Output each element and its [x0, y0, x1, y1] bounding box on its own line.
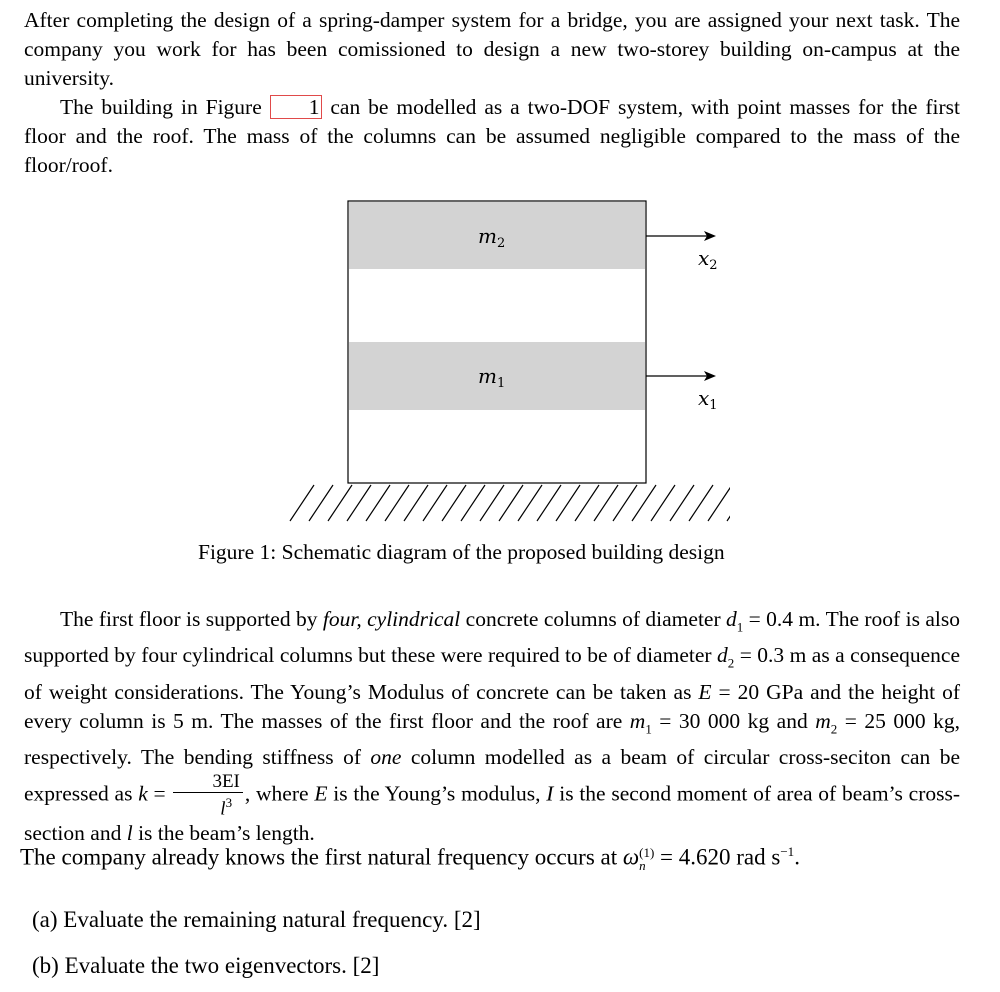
figure-ref-link[interactable]: 1 — [270, 95, 323, 119]
body-paragraph — [24, 605, 960, 848]
symbol-l: l — [126, 821, 133, 846]
ground-hatch-line — [670, 485, 694, 521]
ground-hatch-line — [575, 485, 599, 521]
ground-hatch-line — [537, 485, 561, 521]
ground-hatch-line — [594, 485, 618, 521]
question-b — [32, 953, 379, 979]
ground-hatch-line — [328, 485, 352, 521]
symbol-d2: d — [717, 643, 728, 668]
stiffness-fraction — [173, 772, 242, 819]
ground-hatch-line — [290, 485, 314, 521]
intro-text-1: After completing the design of a spring-damper system for a bridge, you are assigned your next task. The company you work for has been comissioned to design a new two-storey building on-campus at the university. — [24, 8, 960, 90]
ground-hatch-line — [309, 485, 333, 521]
body-text: = 25 000 kg, respectively. The bending stiffness of — [24, 708, 960, 769]
emphasis-four-cylindrical: four, cylindrical — [322, 607, 461, 631]
body-text: The first floor is supported by — [60, 607, 323, 631]
symbol-m2: m — [815, 708, 831, 733]
ground-hatch-line — [632, 485, 656, 521]
ground-hatch-line — [347, 485, 371, 521]
ground-hatch-line — [385, 485, 409, 521]
frequency-value: = 4.620 rad s — [654, 844, 781, 870]
body-text: concrete columns of diameter — [460, 607, 727, 631]
ground-hatch-line — [689, 485, 713, 521]
label-m1: $m_1$ — [478, 364, 506, 391]
question-label: (a) — [32, 907, 58, 932]
question-text: Evaluate the two eigenvectors. [2] — [64, 953, 380, 978]
body-text: = 0.3 m as a consequence of weight considerations. The Young’s Modulus of concrete can be taken as — [24, 643, 960, 704]
body-text: = 0.4 m. The roof is also supported by four cylindrical columns but these were required to be of diameter — [24, 607, 960, 668]
symbol-l: l — [220, 798, 226, 820]
body-text: is the second moment of area of beam’s cross-section and — [24, 781, 960, 846]
symbol-E: E — [698, 679, 712, 704]
subscript: 1 — [645, 720, 652, 736]
fraction-numerator: 3EI — [173, 772, 242, 793]
symbol-m1: m — [629, 708, 646, 733]
question-a — [32, 907, 481, 933]
period: . — [794, 844, 800, 870]
symbol-E: E — [314, 781, 328, 806]
ground-hatch-line — [651, 485, 675, 521]
subscript: 1 — [736, 619, 744, 635]
body-text: = 20 GPa and the height of every column is 5 m. The masses of the first floor and the roof are — [24, 679, 960, 733]
subscript: n — [639, 858, 646, 874]
frequency-statement — [20, 844, 800, 872]
ground-hatch-line — [461, 485, 485, 521]
figure-caption: Figure 1: Schematic diagram of the proposed building design — [198, 540, 725, 564]
body-text: is the Young’s modulus, — [327, 781, 547, 806]
ground-hatching — [290, 485, 730, 521]
building-schematic — [250, 195, 730, 525]
body-text: = 30 000 kg and — [651, 708, 816, 733]
ground-hatch-line — [442, 485, 466, 521]
ground-hatch-line — [556, 485, 580, 521]
symbol-omega: ω — [622, 844, 640, 870]
intro-text-2b: can be modelled as a two-DOF system, with point masses for the first floor and the roof. The mass of the columns can be assumed negligible compared to the mass of the floor/roof. — [24, 95, 961, 177]
intro-paragraph-2 — [24, 93, 960, 180]
subscript: 2 — [727, 655, 735, 671]
ground-hatch-line — [613, 485, 637, 521]
ground-hatch-line — [708, 485, 730, 521]
ground-hatch-line — [518, 485, 542, 521]
omega-indices — [639, 846, 654, 872]
body-text: column modelled as a beam of circular cross-seciton can be expressed as — [24, 744, 960, 806]
frequency-text: The company already knows the first natural frequency occurs at — [20, 844, 623, 870]
subscript: 2 — [830, 720, 838, 736]
ground-hatch-line — [423, 485, 447, 521]
ground-hatch-line — [404, 485, 428, 521]
emphasis-one: one — [370, 744, 402, 769]
label-x2: $x_2$ — [698, 246, 718, 273]
intro-paragraph-1 — [24, 6, 960, 93]
question-label: (b) — [32, 953, 59, 978]
symbol-k: k — [138, 781, 148, 806]
symbol-I: I — [546, 781, 554, 806]
symbol-d1: d — [726, 607, 737, 631]
superscript: −1 — [780, 844, 795, 859]
body-text: is the beam’s length. — [132, 821, 315, 846]
fraction-denominator — [173, 793, 242, 819]
superscript: (1) — [639, 845, 655, 861]
ground-hatch-line — [499, 485, 523, 521]
equals-sign: = — [147, 781, 172, 806]
body-text: , where — [244, 781, 315, 806]
ground-hatch-line — [480, 485, 504, 521]
label-x1: $x_1$ — [698, 386, 718, 413]
ground-hatch-line — [366, 485, 390, 521]
superscript: 3 — [225, 794, 233, 810]
intro-text-2a: The building in Figure — [60, 95, 270, 119]
label-m2: $m_2$ — [478, 224, 506, 251]
question-text: Evaluate the remaining natural frequency. [2] — [63, 907, 481, 932]
